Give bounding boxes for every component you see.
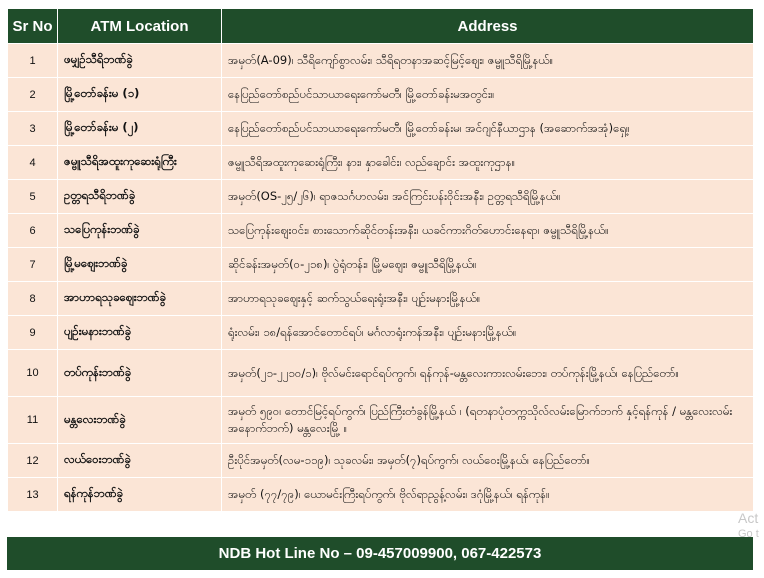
table-row bbox=[8, 282, 754, 316]
address-cell: ဆိုင်ခန်းအမှတ်(ဝ-၂၁၈)၊ ပွဲရုံတန်း၊ မြို့မဈေး၊ ဇမ္ဗူသီရိမြို့နယ်။ bbox=[222, 248, 754, 282]
table-row bbox=[8, 214, 754, 248]
atm-location-cell: မြို့မဈေးဘဏ်ခွဲ bbox=[58, 248, 222, 282]
atm-location-table bbox=[7, 8, 754, 512]
address-cell: အမှတ် (၇၇/၇၉)၊ ယောမင်းကြီးရပ်ကွက်၊ ဗိုလ်ရာညွန့်လမ်း၊ ဒဂုံမြို့နယ်၊ ရန်ကုန်။ bbox=[222, 478, 754, 512]
table-row bbox=[8, 180, 754, 214]
table-row bbox=[8, 146, 754, 180]
table-row bbox=[8, 397, 754, 444]
address-cell: အမှတ် ၅၉၀၊ တောင်မြင့်ရပ်ကွက်၊ ပြည်ကြီးတံခွန်မြို့နယ် ၊ (ရတနာပုံတက္ကသိုလ်လမ်းမြောက်ဘက် နှင့်ရန်ကုန် / မန္တလေးလမ်းအနောက်ဘက်) မန္တလေးမြို့ ။ bbox=[222, 397, 754, 444]
sr-no-cell: 7 bbox=[8, 248, 58, 282]
table-row bbox=[8, 112, 754, 146]
address-cell: ဦးပိုင်အမှတ်(လမ-၁၁၉)၊ သုခလမ်း၊ အမှတ်(၇)ရပ်ကွက်၊ လယ်ဝေးမြို့နယ်၊ နေပြည်တော်။ bbox=[222, 444, 754, 478]
atm-location-cell: မန္တလေးဘဏ်ခွဲ bbox=[58, 397, 222, 444]
address-cell: အမှတ်(A-09)၊ သီရိကျော်စွာလမ်း၊ သီရိရတနာအဆင့်မြင့်ဈေး၊ ဇမ္ဗူသီရိမြို့နယ်။ bbox=[222, 44, 754, 78]
table-row bbox=[8, 316, 754, 350]
address-cell: ဇမ္ဗူသီရိအထူးကုဆေးရုံကြီး၊ နား၊ နှာခေါင်း၊ လည်ချောင်း အထူးကုဌာန။ bbox=[222, 146, 754, 180]
table-row bbox=[8, 444, 754, 478]
atm-location-cell: ရန်ကုန်ဘဏ်ခွဲ bbox=[58, 478, 222, 512]
header-address: Address bbox=[222, 9, 754, 44]
sr-no-cell: 12 bbox=[8, 444, 58, 478]
activation-watermark bbox=[738, 510, 764, 542]
address-cell: အာဟာရသုခဈေးနှင့် ဆက်သွယ်ရေးရုံးအနီး၊ ပျဉ်းမနားမြို့နယ်။ bbox=[222, 282, 754, 316]
atm-location-cell: ဥတ္တရသီရိဘဏ်ခွဲ bbox=[58, 180, 222, 214]
sr-no-cell: 1 bbox=[8, 44, 58, 78]
address-cell: အမှတ်(၂၁-၂၂၁၀/၁)၊ ဗိုလ်မင်းရောင်ရပ်ကွက်၊ ရန်ကုန်-မန္တလေးကားလမ်းဘေး၊ တပ်ကုန်းမြို့နယ်၊ နေပြည်တော်။ bbox=[222, 350, 754, 397]
header-sr-no: Sr No bbox=[8, 9, 58, 44]
atm-location-cell: အာဟာရသုခဈေးဘဏ်ခွဲ bbox=[58, 282, 222, 316]
hotline-banner: NDB Hot Line No – 09-457009900, 067-422573 bbox=[7, 537, 753, 570]
table-row bbox=[8, 44, 754, 78]
atm-location-cell: ပျဉ်းမနားဘဏ်ခွဲ bbox=[58, 316, 222, 350]
sr-no-cell: 13 bbox=[8, 478, 58, 512]
sr-no-cell: 6 bbox=[8, 214, 58, 248]
watermark-line-2: Go t bbox=[738, 528, 759, 540]
sr-no-cell: 5 bbox=[8, 180, 58, 214]
table-row bbox=[8, 350, 754, 397]
header-atm-location: ATM Location bbox=[58, 9, 222, 44]
sr-no-cell: 3 bbox=[8, 112, 58, 146]
sr-no-cell: 2 bbox=[8, 78, 58, 112]
address-cell: နေပြည်တော်စည်ပင်သာယာရေးကော်မတီ၊ မြို့တော်ခန်းမအတွင်း။ bbox=[222, 78, 754, 112]
atm-location-cell: ဇမ္ဗူသီရိအထူးကုဆေးရုံကြီး bbox=[58, 146, 222, 180]
table-row bbox=[8, 478, 754, 512]
sr-no-cell: 8 bbox=[8, 282, 58, 316]
atm-location-cell: မြို့တော်ခန်းမ (၂) bbox=[58, 112, 222, 146]
table-row bbox=[8, 248, 754, 282]
sr-no-cell: 11 bbox=[8, 397, 58, 444]
sr-no-cell: 4 bbox=[8, 146, 58, 180]
address-cell: ရုံးလမ်း၊ ၁၈/ရန်အောင်တောင်ရပ်၊ မင်္ဂလာရုံးကန်အနီး၊ ပျဉ်းမနားမြို့နယ်။ bbox=[222, 316, 754, 350]
watermark-line-1: Act bbox=[738, 510, 759, 526]
sr-no-cell: 9 bbox=[8, 316, 58, 350]
address-cell: သပြေကုန်းဈေးဝင်း၊ စားသောက်ဆိုင်တန်းအနီး၊ ယခင်ကားဂိတ်ဟောင်းနေရာ၊ ဇမ္ဗူသီရိမြို့နယ်။ bbox=[222, 214, 754, 248]
table-header-row bbox=[8, 9, 754, 44]
atm-location-cell: တပ်ကုန်းဘဏ်ခွဲ bbox=[58, 350, 222, 397]
address-cell: အမှတ်(OS-၂၅/၂၆)၊ ရာဇသင်္ဂဟလမ်း၊ အင်ကြင်းပန်းဝိုင်းအနီး၊ ဥတ္တရသီရိမြို့နယ်။ bbox=[222, 180, 754, 214]
atm-location-cell: လယ်ဝေးဘဏ်ခွဲ bbox=[58, 444, 222, 478]
atm-location-cell: မြို့တော်ခန်းမ (၁) bbox=[58, 78, 222, 112]
atm-location-cell: သပြေကုန်းဘဏ်ခွဲ bbox=[58, 214, 222, 248]
table-row bbox=[8, 78, 754, 112]
sr-no-cell: 10 bbox=[8, 350, 58, 397]
atm-location-cell: ဖမျှဉ်သီရိဘဏ်ခွဲ bbox=[58, 44, 222, 78]
address-cell: နေပြည်တော်စည်ပင်သာယာရေးကော်မတီ၊ မြို့တော်ခန်းမ၊ အင်ဂျင်နီယာဌာန (အဆောက်အအုံ)ရှေ့။ bbox=[222, 112, 754, 146]
